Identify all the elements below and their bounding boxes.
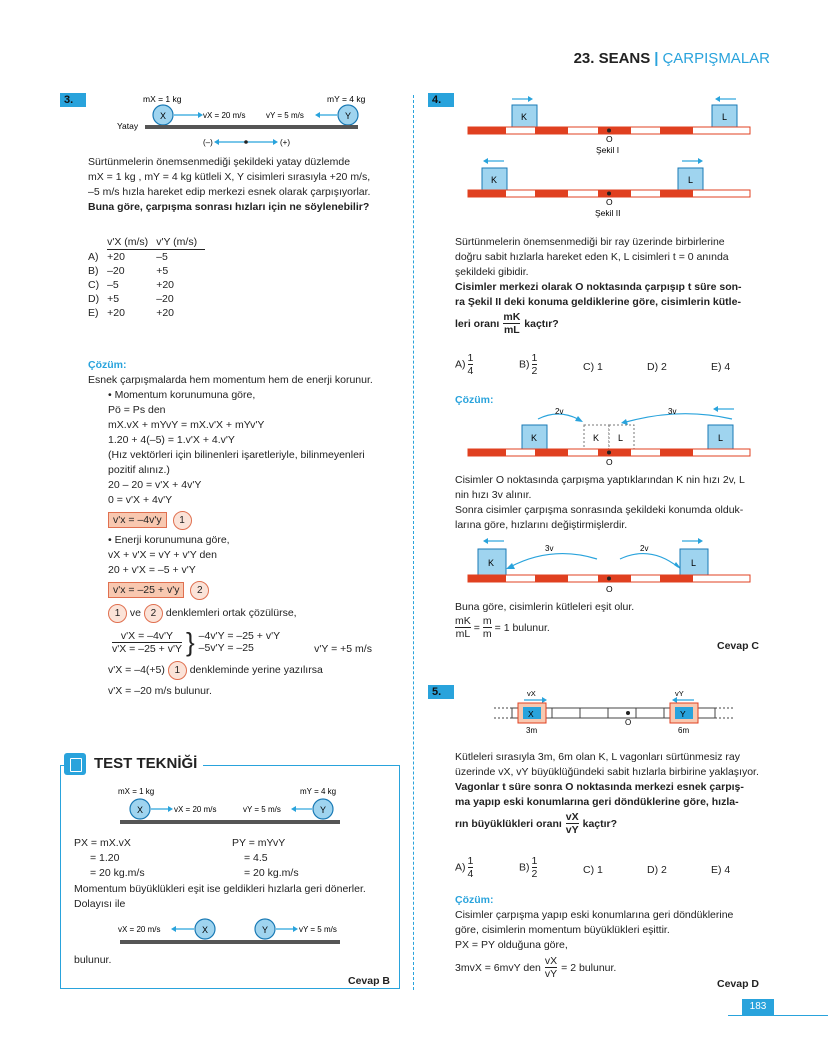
svg-text:O: O (606, 457, 613, 467)
svg-text:X: X (528, 709, 534, 719)
q5-choice-c[interactable]: C) 1 (583, 864, 603, 876)
q3-option-e[interactable]: E) +20 +20 (88, 307, 174, 319)
svg-text:K: K (491, 175, 498, 185)
q3-text-1: Sürtünmelerin önemsenmediği şekildeki yatay düzlemde (88, 156, 351, 168)
q3-solution-title: Çözüm: (88, 359, 127, 371)
test-conclusion: Momentum büyüklükleri eşit ise geldikleri hızlarla geri dönerler. Dolayısı ile (74, 883, 366, 910)
q3-sol-line: 20 + v'X = –5 + v'Y (108, 564, 196, 576)
q4-choice-d[interactable]: D) 2 (647, 361, 667, 373)
svg-text:6m: 6m (678, 726, 690, 735)
q4-choice-e[interactable]: E) 4 (711, 361, 731, 373)
q3-sol-line: mX.vX + mYvY = mX.v'X + mYv'Y (108, 419, 265, 431)
svg-text:vX = 20 m/s: vX = 20 m/s (174, 805, 217, 814)
q3-surface-label: Yatay (117, 121, 139, 131)
page-header (574, 50, 770, 67)
svg-text:mX = 1 kg: mX = 1 kg (118, 787, 155, 796)
svg-text:L: L (722, 112, 728, 122)
question-number-5: 5. (428, 685, 454, 699)
q3-sol-line: 1.20 + 4(–5) = 1.v'X + 4.v'Y (108, 434, 235, 446)
svg-text:L: L (618, 433, 624, 443)
page-number: 183 (742, 999, 774, 1015)
svg-text:K: K (488, 558, 495, 568)
test-py: PY = mYvY = 4.5 = 20 kg.m/s (232, 837, 299, 879)
q3-sol-line: pozitif alınız.) (108, 464, 170, 476)
q4-figure (460, 95, 760, 225)
q3-sol-bullet-2: • Enerji korunumuna göre, (108, 534, 230, 546)
question-number-4: 4. (428, 93, 454, 107)
q5-choice-d[interactable]: D) 2 (647, 864, 667, 876)
q3-sol-line: (Hız vektörleri için bilinenleri işaretleriyle, bilinmeyenleri (108, 449, 365, 461)
q5-choice-b[interactable]: B) $\frac{1}{2}$ (519, 855, 538, 880)
seans-label: 23. SEANS (573, 50, 651, 67)
svg-text:vY: vY (675, 689, 684, 698)
q3-sol-line: 0 = v'X + 4v'Y (108, 494, 173, 506)
q3-vx: vX = 20 m/s (203, 111, 246, 120)
q4-body: Sürtünmelerin önemsenmediği bir ray üzerinde birbirlerine doğru sabit hızlarla hareket eden K, L cisimleri t = 0 anında şekildeki gibidir. Cisimler merkezi olarak O noktasında çarpışıp t süre son- ra Şekil II deki konuma geldiklerine göre, cisimlerin kütle- leri oranı mK mL kaçtır? (455, 236, 742, 336)
test-end: bulunur. (74, 954, 112, 966)
svg-text:O: O (606, 584, 613, 594)
q3-text-2: mX = 1 kg , mY = 4 kg kütleli X, Y cisimleri sırasıyla +20 m/s, (88, 171, 371, 183)
svg-text:2v: 2v (555, 407, 564, 416)
q5-choice-e[interactable]: E) 4 (711, 864, 731, 876)
svg-text:O: O (606, 197, 613, 207)
q3-substitute: v'X = –4(+5) 1 denkleminde yerine yazılırsa (108, 661, 398, 680)
q3-mx: mX = 1 kg (143, 94, 182, 104)
q5-figure (490, 688, 760, 738)
test-figure-2 (110, 915, 350, 949)
topic-label: ÇARPIŞMALAR (662, 50, 770, 67)
q5-choices (455, 855, 775, 880)
svg-text:L: L (718, 433, 724, 443)
q3-eq-1: v'x = –4v'y 1 (108, 511, 398, 530)
q3-col-2: v'Y (m/s) (156, 235, 205, 250)
svg-text:Şekil II: Şekil II (595, 208, 621, 218)
q3-option-a[interactable]: A) +20 –5 (88, 250, 168, 263)
svg-text:Y: Y (262, 925, 269, 935)
q3-combine: 1 ve 2 denklemleri ortak çözülürse, (108, 604, 398, 623)
q4-solution-figure-1 (460, 405, 760, 467)
svg-text:2v: 2v (640, 544, 649, 553)
answer-q4: Cevap C (717, 640, 760, 652)
q5-choice-a[interactable]: A) $\frac{1}{4}$ (455, 855, 474, 880)
q3-solution (88, 358, 398, 699)
test-figure-1 (110, 785, 350, 827)
q4-solution-title: Çözüm: (455, 394, 494, 406)
answer-q5: Cevap D (717, 978, 760, 990)
q4-choice-a[interactable]: A) $\frac{1}{4}$ (455, 352, 474, 377)
page-number-line (728, 1015, 828, 1016)
q3-sol-line: vX + v'X = vY + v'Y den (108, 549, 217, 561)
q4-conclusion: Buna göre, cisimlerin kütleleri eşit olur. $\frac{mK}{mL}$ = $\frac{m}{m}$ = 1 bulunur. (455, 601, 635, 640)
svg-text:O: O (606, 134, 613, 144)
svg-text:L: L (688, 175, 694, 185)
svg-text:K: K (521, 112, 528, 122)
svg-text:K: K (593, 433, 600, 443)
q4-choice-c[interactable]: C) 1 (583, 361, 603, 373)
q3-option-b[interactable]: B) –20 +5 (88, 265, 169, 277)
q3-system: v'X = –4v'Y v'X = –25 + v'Y } –4v'Y = –25 + v'Y –5v'Y = –25 v'Y = +5 m/s (112, 627, 372, 657)
column-divider (413, 95, 414, 990)
svg-text:Y: Y (320, 805, 327, 815)
q3-ball-x-label: X (160, 111, 167, 121)
svg-text:vY = 5 m/s: vY = 5 m/s (243, 805, 281, 814)
q3-option-c[interactable]: C) –5 +20 (88, 279, 174, 291)
q3-vy: vY = 5 m/s (266, 111, 304, 120)
svg-text:vX = 20 m/s: vX = 20 m/s (118, 925, 161, 934)
q3-neg: (–) (203, 138, 213, 147)
q3-options (88, 235, 205, 320)
svg-text:3v: 3v (668, 407, 677, 416)
q3-sol-bullet-1: • Momentum korunumuna göre, (108, 389, 256, 401)
svg-text:Şekil I: Şekil I (596, 145, 620, 155)
q3-sol-line: Pö = Ps den (108, 404, 166, 416)
svg-text:3m: 3m (526, 726, 538, 735)
q3-body (88, 155, 396, 215)
q3-text-3: –5 m/s hızla hareket edip merkezi esnek olarak çarpışıyorlar. (88, 186, 371, 198)
svg-text:O: O (625, 718, 632, 727)
svg-text:vX: vX (527, 689, 536, 698)
q5-solution: Çözüm: Cisimler çarpışma yapıp eski konumlarına geri döndüklerine göre, cisimlerin momentum büyüklükleri eşittir. PX = PY olduğuna göre, 3mvX = 6mvY den $\frac{vX}{vY}$ = 2 bulunur. (455, 894, 734, 980)
test-px: PX = mX.vX = 1.20 = 20 kg.m/s (74, 837, 145, 879)
q3-option-d[interactable]: D) +5 –20 (88, 293, 174, 305)
q3-question: Buna göre, çarpışma sonrası hızları için ne söylenebilir? (88, 201, 370, 213)
q3-sol-line: 20 – 20 = v'X + 4v'Y (108, 479, 202, 491)
svg-text:vY = 5 m/s: vY = 5 m/s (299, 925, 337, 934)
q5-body: Kütleleri sırasıyla 3m, 6m olan K, L vagonları sürtünmesiz ray üzerinde vX, vY büyüklüğündeki sabit hızlarla birbirine yaklaşıyor. Vagonlar t süre sonra O noktasında merkezi esnek çarpış- ma yapıp eski konumlarına geri döndüklerine göre, hızla- rın büyüklükleri oranı vX vY kaçtır? (455, 751, 759, 836)
q4-choice-b[interactable]: B) $\frac{1}{2}$ (519, 352, 538, 377)
q3-ball-y-label: Y (345, 111, 352, 121)
q3-eq-2: v'x = –25 + v'y 2 (108, 581, 398, 600)
notebook-icon (64, 753, 86, 775)
q4-solution-figure-2 (460, 537, 760, 597)
q3-figure (95, 92, 385, 150)
question-number-3: 3. (60, 93, 86, 107)
q3-pos: (+) (280, 138, 290, 147)
q4-choices (455, 352, 775, 377)
q3-sol-line: Esnek çarpışmalarda hem momentum hem de enerji korunur. (88, 374, 373, 386)
q3-my: mY = 4 kg (327, 94, 366, 104)
svg-text:3v: 3v (545, 544, 554, 553)
svg-text:X: X (137, 805, 144, 815)
answer-q3: Cevap B (348, 975, 391, 987)
header-separator: | (654, 50, 659, 67)
svg-text:mY = 4 kg: mY = 4 kg (300, 787, 337, 796)
q3-surface (145, 125, 358, 129)
svg-text:Y: Y (680, 709, 686, 719)
q3-col-1: v'X (m/s) (107, 235, 156, 250)
svg-text:L: L (691, 558, 697, 568)
q4-solution-text: Cisimler O noktasında çarpışma yaptıklarından K nin hızı 2v, L nin hızı 3v alınır. Sonra cisimler çarpışma sonrasında şekildeki konumda olduk- larına göre, hızlarını değiştirmişlerdir. (455, 474, 745, 531)
svg-text:K: K (531, 433, 538, 443)
svg-text:X: X (202, 925, 209, 935)
test-technique-title: TEST TEKNİĞİ (64, 753, 203, 775)
q3-sol-line: v'X = –20 m/s bulunur. (108, 685, 212, 697)
